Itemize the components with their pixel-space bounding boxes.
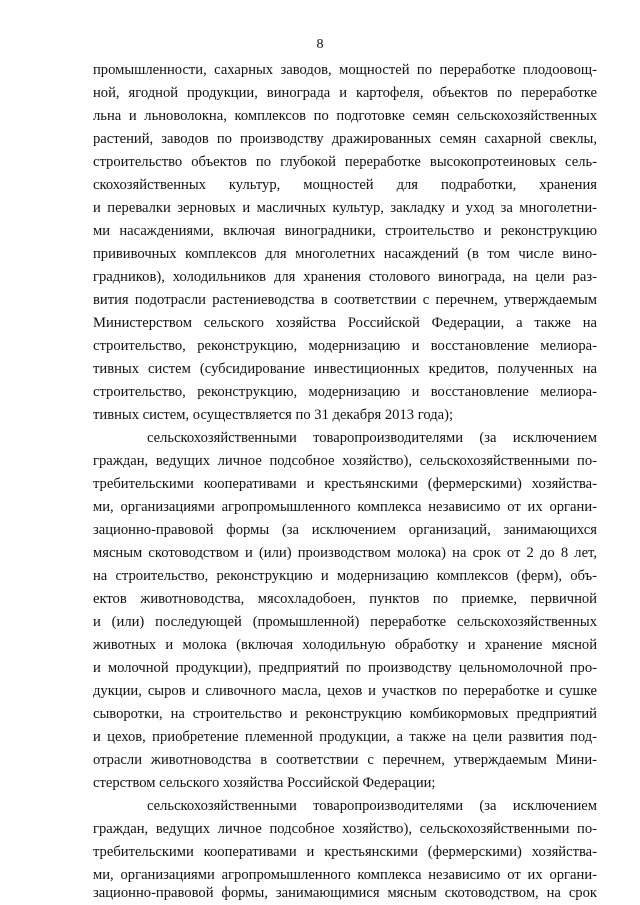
- text-line: и цехов, приобретение племенной продукции, а также на цели развития под-: [93, 729, 597, 745]
- text-line: льна и льноволокна, комплексов по подготовке семян сельскохозяйственных: [93, 108, 597, 124]
- text-line: на строительство, реконструкцию и модернизацию комплексов (ферм), объ-: [93, 568, 597, 584]
- text-line: ной, ягодной продукции, винограда и картофеля, объектов по переработке: [93, 85, 597, 101]
- text-line: растений, заводов по производству дражированных семян сахарной свеклы,: [93, 131, 597, 147]
- text-line: промышленности, сахарных заводов, мощностей по переработке плодоовощ-: [93, 62, 597, 78]
- text-line: строительство объектов по глубокой переработке высокопротеиновых сель-: [93, 154, 597, 170]
- text-line: граждан, ведущих личное подсобное хозяйство), сельскохозяйственными по-: [93, 453, 597, 469]
- text-line: ектов животноводства, мясохладобоен, пунктов по приемке, первичной: [93, 591, 597, 607]
- text-line: ми, организациями агропромышленного комплекса независимо от их органи-: [93, 499, 597, 515]
- page-number: 8: [316, 37, 324, 52]
- text-line: сыворотки, на строительство и реконструкцию комбикормовых предприятий: [93, 706, 597, 722]
- text-line: тивных систем, осуществляется по 31 декабря 2013 года);: [93, 407, 454, 423]
- paragraph-first-line: сельскохозяйственными товаропроизводителями (за исключением: [147, 798, 597, 814]
- text-line: градников), холодильников для хранения столового винограда, на цели раз-: [93, 269, 597, 285]
- paragraph-first-line: сельскохозяйственными товаропроизводителями (за исключением: [147, 430, 597, 446]
- text-line: строительство, реконструкцию, модернизацию и восстановление мелиора-: [93, 384, 597, 400]
- text-line: требительскими кооперативами и крестьянскими (фермерскими) хозяйства-: [93, 476, 597, 492]
- text-line: вития подотрасли растениеводства в соответствии с перечнем, утверждаемым: [93, 292, 597, 308]
- text-line: прививочных комплексов для многолетних насаждений (в том числе вино-: [93, 246, 597, 262]
- text-line: скохозяйственных культур, мощностей для подработки, хранения: [93, 177, 597, 193]
- text-line: и перевалки зерновых и масличных культур, закладку и уход за многолетни-: [93, 200, 597, 216]
- text-line: ми насаждениями, включая виноградники, строительство и реконструкцию: [93, 223, 597, 239]
- text-line: Министерством сельского хозяйства Российской Федерации, а также на: [93, 315, 597, 331]
- text-line: строительство, реконструкцию, модернизацию и восстановление мелиора-: [93, 338, 597, 354]
- text-line: зационно-правовой формы (за исключением организаций, занимающихся: [93, 522, 597, 538]
- text-line: мясным скотоводством и (или) производством молока) на срок от 2 до 8 лет,: [93, 545, 597, 561]
- text-line: отрасли животноводства в соответствии с перечнем, утверждаемым Мини-: [93, 752, 597, 768]
- text-line: и (или) последующей (промышленной) переработке сельскохозяйственных: [93, 614, 597, 630]
- text-line: и молочной продукции), предприятий по производству цельномолочной про-: [93, 660, 597, 676]
- text-line: стерством сельского хозяйства Российской Федерации;: [93, 775, 436, 791]
- text-line: животных и молока (включая холодильную обработку и хранение мясной: [93, 637, 597, 653]
- text-line: требительскими кооперативами и крестьянскими (фермерскими) хозяйства-: [93, 844, 597, 860]
- text-line: тивных систем (субсидирование инвестиционных кредитов, полученных на: [93, 361, 597, 377]
- text-line: зационно-правовой формы, занимающимися мясным скотоводством, на срок: [93, 885, 597, 901]
- text-line: граждан, ведущих личное подсобное хозяйство), сельскохозяйственными по-: [93, 821, 597, 837]
- text-line: ми, организациями агропромышленного комплекса независимо от их органи-: [93, 867, 597, 883]
- text-line: дукции, сыров и сливочного масла, цехов и участков по переработке и сушке: [93, 683, 597, 699]
